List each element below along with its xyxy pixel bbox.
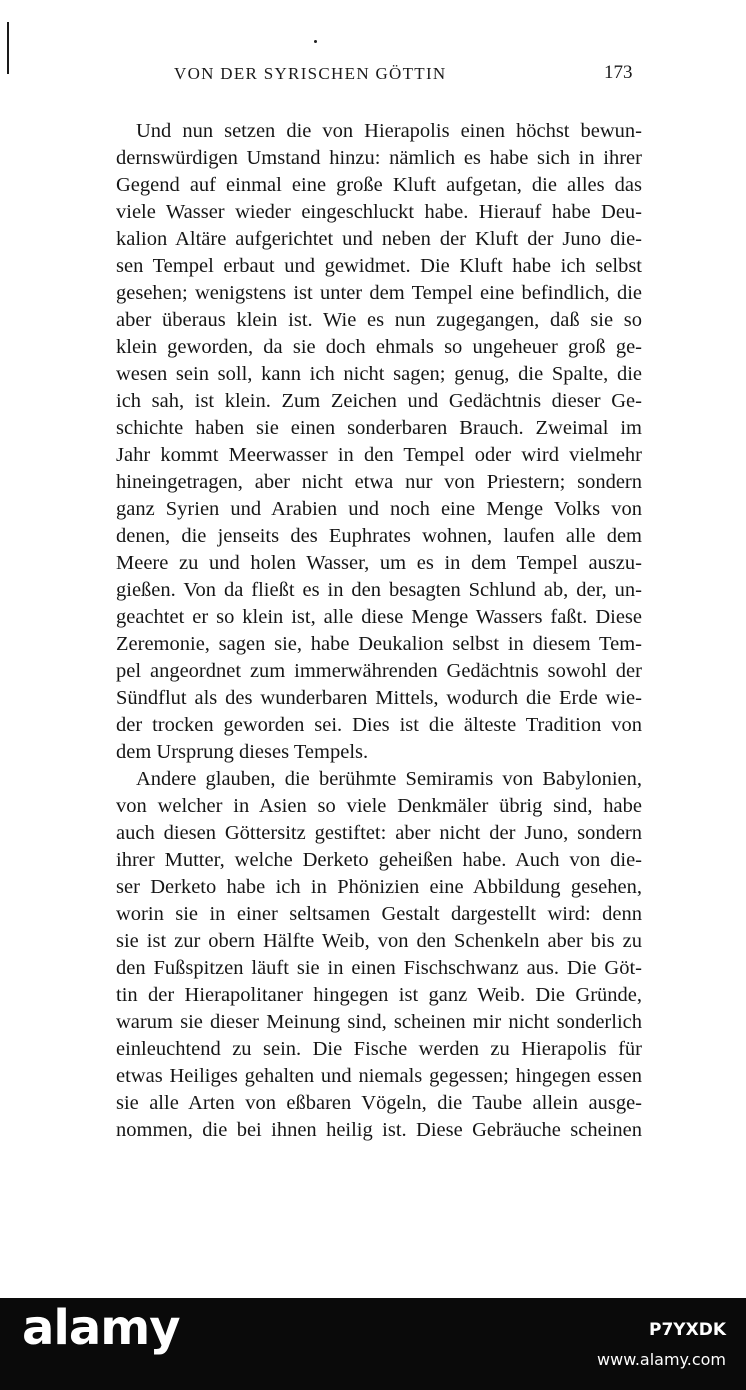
text-line: gießen. Von da fließt es in den besagten Schlund ab, der, un-	[116, 579, 642, 601]
page-edge-mark	[7, 22, 9, 74]
text-line: denen, die jenseits des Euphrates wohnen, laufen alle dem	[116, 525, 642, 547]
text-line: Meere zu und holen Wasser, um es in dem Tempel auszu-	[116, 552, 642, 574]
text-line: Gegend auf einmal eine große Kluft aufgetan, die alles das	[116, 174, 642, 196]
text-line: nommen, die bei ihnen heilig ist. Diese Gebräuche scheinen	[116, 1119, 642, 1141]
text-line: kalion Altäre aufgerichtet und neben der Kluft der Juno die-	[116, 228, 642, 250]
text-line: von welcher in Asien so viele Denkmäler übrig sind, habe	[116, 795, 642, 817]
text-line: den Fußspitzen läuft sie in einen Fischschwanz aus. Die Göt-	[116, 957, 642, 979]
text-line: warum sie dieser Meinung sind, scheinen mir nicht sonderlich	[116, 1011, 642, 1033]
text-line: etwas Heiliges gehalten und niemals gegessen; hingegen essen	[116, 1065, 642, 1087]
text-line: sie ist zur obern Hälfte Weib, von den Schenkeln aber bis zu	[116, 930, 642, 952]
text-line: ser Derketo habe ich in Phönizien eine Abbildung gesehen,	[116, 876, 642, 898]
running-head: VON DER SYRISCHEN GÖTTIN	[174, 64, 447, 83]
site-url: www.alamy.com	[597, 1350, 726, 1369]
text-line: pel angeordnet zum immerwährenden Gedächtnis sowohl der	[116, 660, 642, 682]
text-line: der trocken geworden sei. Dies ist die älteste Tradition von	[116, 714, 642, 736]
text-line: ich sah, ist klein. Zum Zeichen und Gedächtnis dieser Ge-	[116, 390, 642, 412]
text-line: dem Ursprung dieses Tempels.	[116, 741, 369, 763]
text-line: klein geworden, da sie doch ehmals so ungeheuer groß ge-	[116, 336, 642, 358]
text-line: Und nun setzen die von Hierapolis einen höchst bewun-	[136, 120, 642, 142]
text-line: sie alle Arten von eßbaren Vögeln, die Taube allein ausge-	[116, 1092, 642, 1114]
image-id: P7YXDK	[649, 1320, 726, 1340]
text-line: viele Wasser wieder eingeschluckt habe. Hierauf habe Deu-	[116, 201, 642, 223]
text-line: schichte haben sie einen sonderbaren Brauch. Zweimal im	[116, 417, 642, 439]
text-line: einleuchtend zu sein. Die Fische werden zu Hierapolis für	[116, 1038, 642, 1060]
text-line: Jahr kommt Meerwasser in den Tempel oder wird vielmehr	[116, 444, 642, 466]
text-line: ganz Syrien und Arabien und noch eine Menge Volks von	[116, 498, 642, 520]
text-line: worin sie in einer seltsamen Gestalt dargestellt wird: denn	[116, 903, 642, 925]
text-line: tin der Hierapolitaner hingegen ist ganz Weib. Die Gründe,	[116, 984, 642, 1006]
text-line: dernswürdigen Umstand hinzu: nämlich es habe sich in ihrer	[116, 147, 642, 169]
text-line: Andere glauben, die berühmte Semiramis von Babylonien,	[136, 768, 642, 790]
text-line: Zeremonie, sagen sie, habe Deukalion selbst in diesem Tem-	[116, 633, 642, 655]
scan-speck	[314, 40, 317, 43]
text-line: Sündflut als des wunderbaren Mittels, wodurch die Erde wie-	[116, 687, 642, 709]
text-line: ihrer Mutter, welche Derketo geheißen habe. Auch von die-	[116, 849, 642, 871]
alamy-logo: alamy	[22, 1300, 180, 1356]
text-line: gesehen; wenigstens ist unter dem Tempel eine befindlich, die	[116, 282, 642, 304]
text-line: wesen sein soll, kann ich nicht sagen; genug, die Spalte, die	[116, 363, 642, 385]
text-line: sen Tempel erbaut und gewidmet. Die Kluft habe ich selbst	[116, 255, 642, 277]
text-line: hineingetragen, aber nicht etwa nur von Priestern; sondern	[116, 471, 642, 493]
page-number: 173	[604, 62, 633, 83]
text-line: geachtet er so klein ist, alle diese Menge Wassers faßt. Diese	[116, 606, 642, 628]
text-line: auch diesen Göttersitz gestiftet: aber nicht der Juno, sondern	[116, 822, 642, 844]
text-line: aber überaus klein ist. Wie es nun zugegangen, daß sie so	[116, 309, 642, 331]
